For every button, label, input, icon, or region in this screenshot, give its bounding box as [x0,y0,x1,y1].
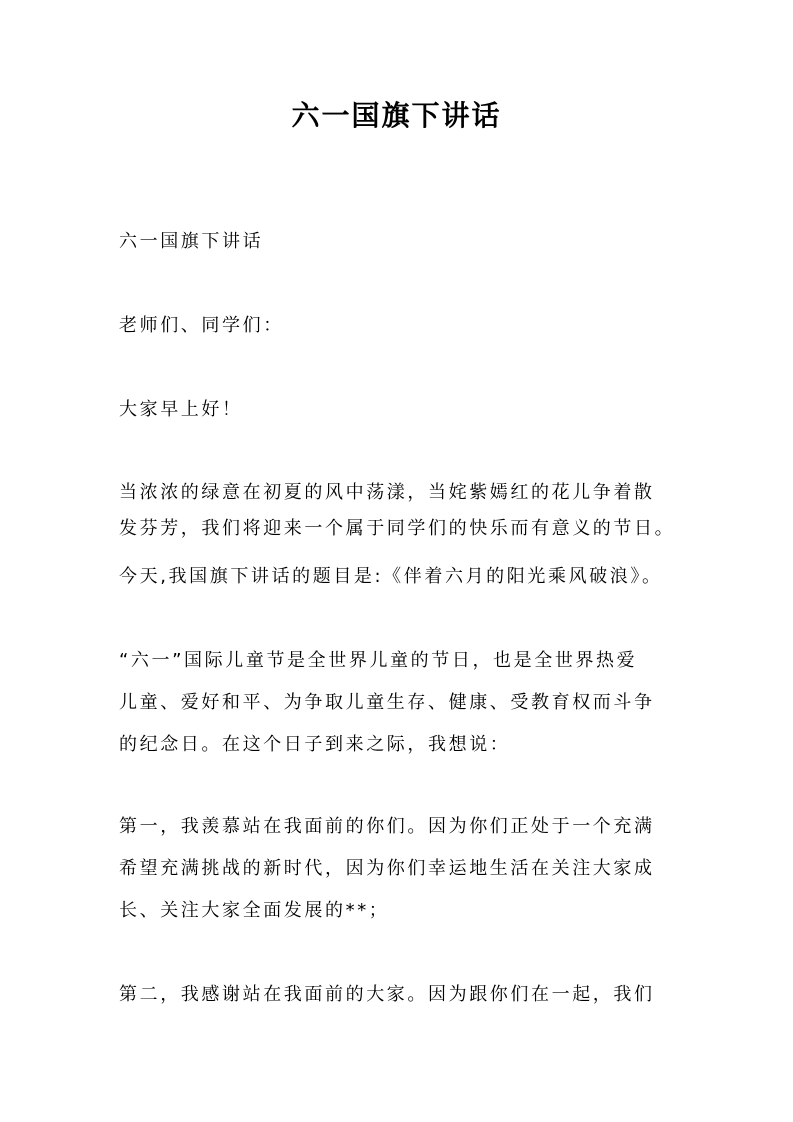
text-line: 长、关注大家全面发展的**； [119,900,390,921]
document-title: 六一国旗下讲话 [291,99,502,132]
text-line: 发芬芳，我们将迎来一个属于同学们的快乐而有意义的节日。 [119,518,676,539]
text-line: “六一”国际儿童节是全世界儿童的节日，也是全世界热爱 [119,650,638,671]
text-line: 的纪念日。在这个日子到来之际，我想说： [119,734,511,755]
text-line: 儿童、爱好和平、为争取儿童生存、健康、受教育权而斗争 [119,692,655,713]
text-line: 第二，我感谢站在我面前的大家。因为跟你们在一起，我们 [119,984,655,1005]
text-line-subtitle: 六一国旗下讲话 [119,231,264,252]
text-line: 当浓浓的绿意在初夏的风中荡漾，当姹紫嫣红的花儿争着散 [119,482,655,503]
text-line: 第一，我羡慕站在我面前的你们。因为你们正处于一个充满 [119,816,655,837]
text-line-greeting: 大家早上好！ [119,399,243,420]
text-line: 今天,我国旗下讲话的题目是:《伴着六月的阳光乘风破浪》。 [119,566,663,587]
text-line: 希望充满挑战的新时代，因为你们幸运地生活在关注大家成 [119,858,655,879]
text-line-salutation: 老师们、同学们： [119,315,284,336]
